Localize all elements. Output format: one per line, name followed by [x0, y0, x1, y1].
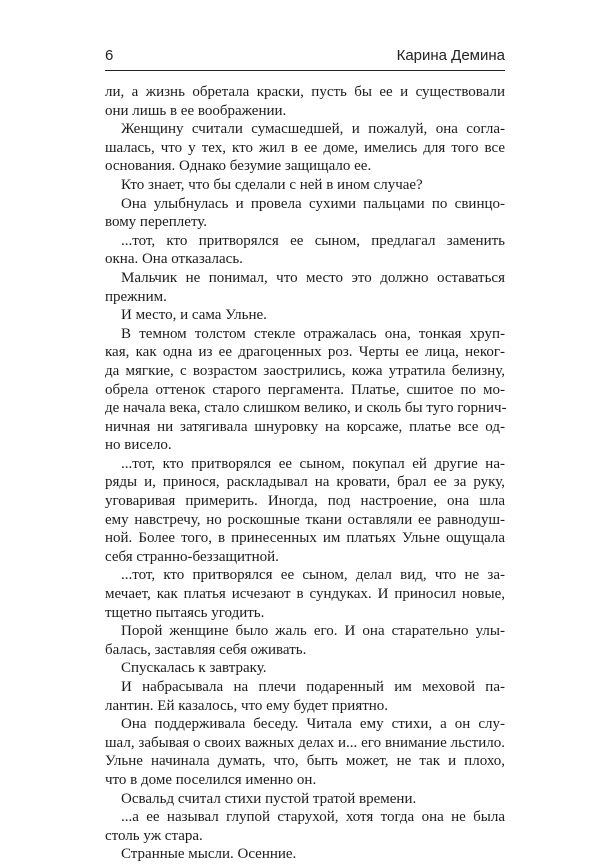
text-line: шал, забывая о своих важных делах и... его внимание льстило. — [105, 734, 505, 751]
paragraph — [105, 659, 505, 678]
text-line: мечает, как платья исчезают в сундуках. И приносил новые, — [105, 586, 505, 603]
paragraph — [105, 808, 505, 845]
text-line: ...тот, кто притворялся ее сыном, покупал ей другие на- — [121, 455, 505, 472]
text-line: ему навстречу, но роскошные ткани оставляли ее равнодуш- — [105, 511, 505, 528]
text-line: Женщину считали сумасшедшей, и пожалуй, она согла- — [121, 121, 505, 138]
text-line: лантин. Ей казалось, что ему будет приятно. — [105, 697, 389, 714]
paragraph — [105, 845, 505, 864]
text-line: ряды и, принося, раскладывал на кровати, брал ее за руку, — [105, 474, 505, 491]
text-line: ...тот, кто притворялся ее сыном, делал вид, что не за- — [121, 567, 505, 584]
page-number: 6 — [105, 47, 114, 64]
text-line: И набрасывала на плечи подаренный им меховой па- — [121, 679, 505, 695]
text-line: ной. Более того, в принесенных им платьях Ульне ощущала — [105, 530, 505, 547]
text-line: столь уж стара. — [105, 827, 203, 844]
text-line: В темном толстом стекле отражалась она, тонкая хруп- — [121, 325, 505, 342]
paragraph — [105, 232, 505, 269]
text-line: И место, и сама Ульне. — [121, 307, 267, 324]
text-line: Она улыбнулась и провела сухими пальцами по свинцо- — [121, 195, 505, 212]
text-line: Кто знает, что бы сделали с ней в ином случае? — [121, 176, 423, 193]
paragraph — [105, 790, 505, 809]
text-line: Спускалась к завтраку. — [121, 660, 267, 677]
text-line: балась, заставляя себя оживать. — [105, 641, 307, 658]
page-header — [105, 47, 505, 67]
text-line: ли, а жизнь обретала краски, пусть бы ее и существовали — [105, 84, 505, 100]
text-line: да мягкие, с возрастом заострились, кожа утратила белизну, — [105, 362, 505, 379]
text-line: они лишь в ее воображении. — [105, 102, 287, 119]
body-text — [105, 83, 505, 864]
text-line: Мальчик не понимал, что место это должно оставаться — [121, 269, 505, 286]
text-line: ...а ее называл глупой старухой, хотя тогда она не была — [121, 809, 505, 826]
text-line: Ульне начинала думать, что, быть может, не так и плохо, — [105, 753, 505, 770]
text-line: ничная ни затягивала шнуровку на корсаже, платье все од- — [105, 418, 505, 435]
text-line: тщетно пытаясь угодить. — [105, 604, 265, 621]
paragraph — [105, 455, 505, 567]
text-line: основания. Однако безумие защищало ее. — [105, 158, 372, 175]
text-line: прежним. — [105, 288, 167, 305]
text-line: но висело. — [105, 437, 172, 454]
paragraph — [105, 120, 505, 176]
text-line: шалась, что у тех, кто жил в ее доме, имелись для того все — [105, 139, 505, 156]
text-line: Порой женщине было жаль его. И она старательно улы- — [121, 623, 505, 640]
paragraph — [105, 715, 505, 789]
text-line: себя странно-беззащитной. — [105, 548, 279, 565]
paragraph — [105, 269, 505, 306]
paragraph — [105, 622, 505, 659]
text-line: кая, как одна из ее драгоценных роз. Черты ее лица, неког- — [105, 344, 505, 361]
text-line: окна. Она отказалась. — [105, 251, 243, 268]
text-line: де начала века, стало слишком велико, и сколь бы туго горнич- — [105, 400, 507, 417]
paragraph — [105, 176, 505, 195]
text-line: Она поддерживала беседу. Читала ему стихи, а он слу- — [121, 716, 505, 733]
paragraph — [105, 306, 505, 325]
text-line: что в доме поселился именно он. — [105, 771, 317, 788]
running-head-author: Карина Демина — [396, 47, 505, 64]
paragraph — [105, 678, 505, 715]
text-line: вому переплету. — [105, 214, 208, 231]
text-line: уговаривая примерить. Иногда, под настроение, она шла — [105, 493, 505, 510]
header-rule — [105, 70, 505, 71]
paragraph — [105, 195, 505, 232]
text-line: ...тот, кто притворялся ее сыном, предлагал заменить — [121, 232, 505, 249]
paragraph — [105, 325, 505, 455]
text-line: Освальд считал стихи пустой тратой времени. — [121, 790, 417, 807]
text-line: обрела оттенок старого пергамента. Платье, сшитое по мо- — [105, 381, 505, 398]
paragraph — [105, 566, 505, 622]
text-line: Странные мысли. Осенние. — [121, 846, 297, 863]
paragraph — [105, 83, 505, 120]
